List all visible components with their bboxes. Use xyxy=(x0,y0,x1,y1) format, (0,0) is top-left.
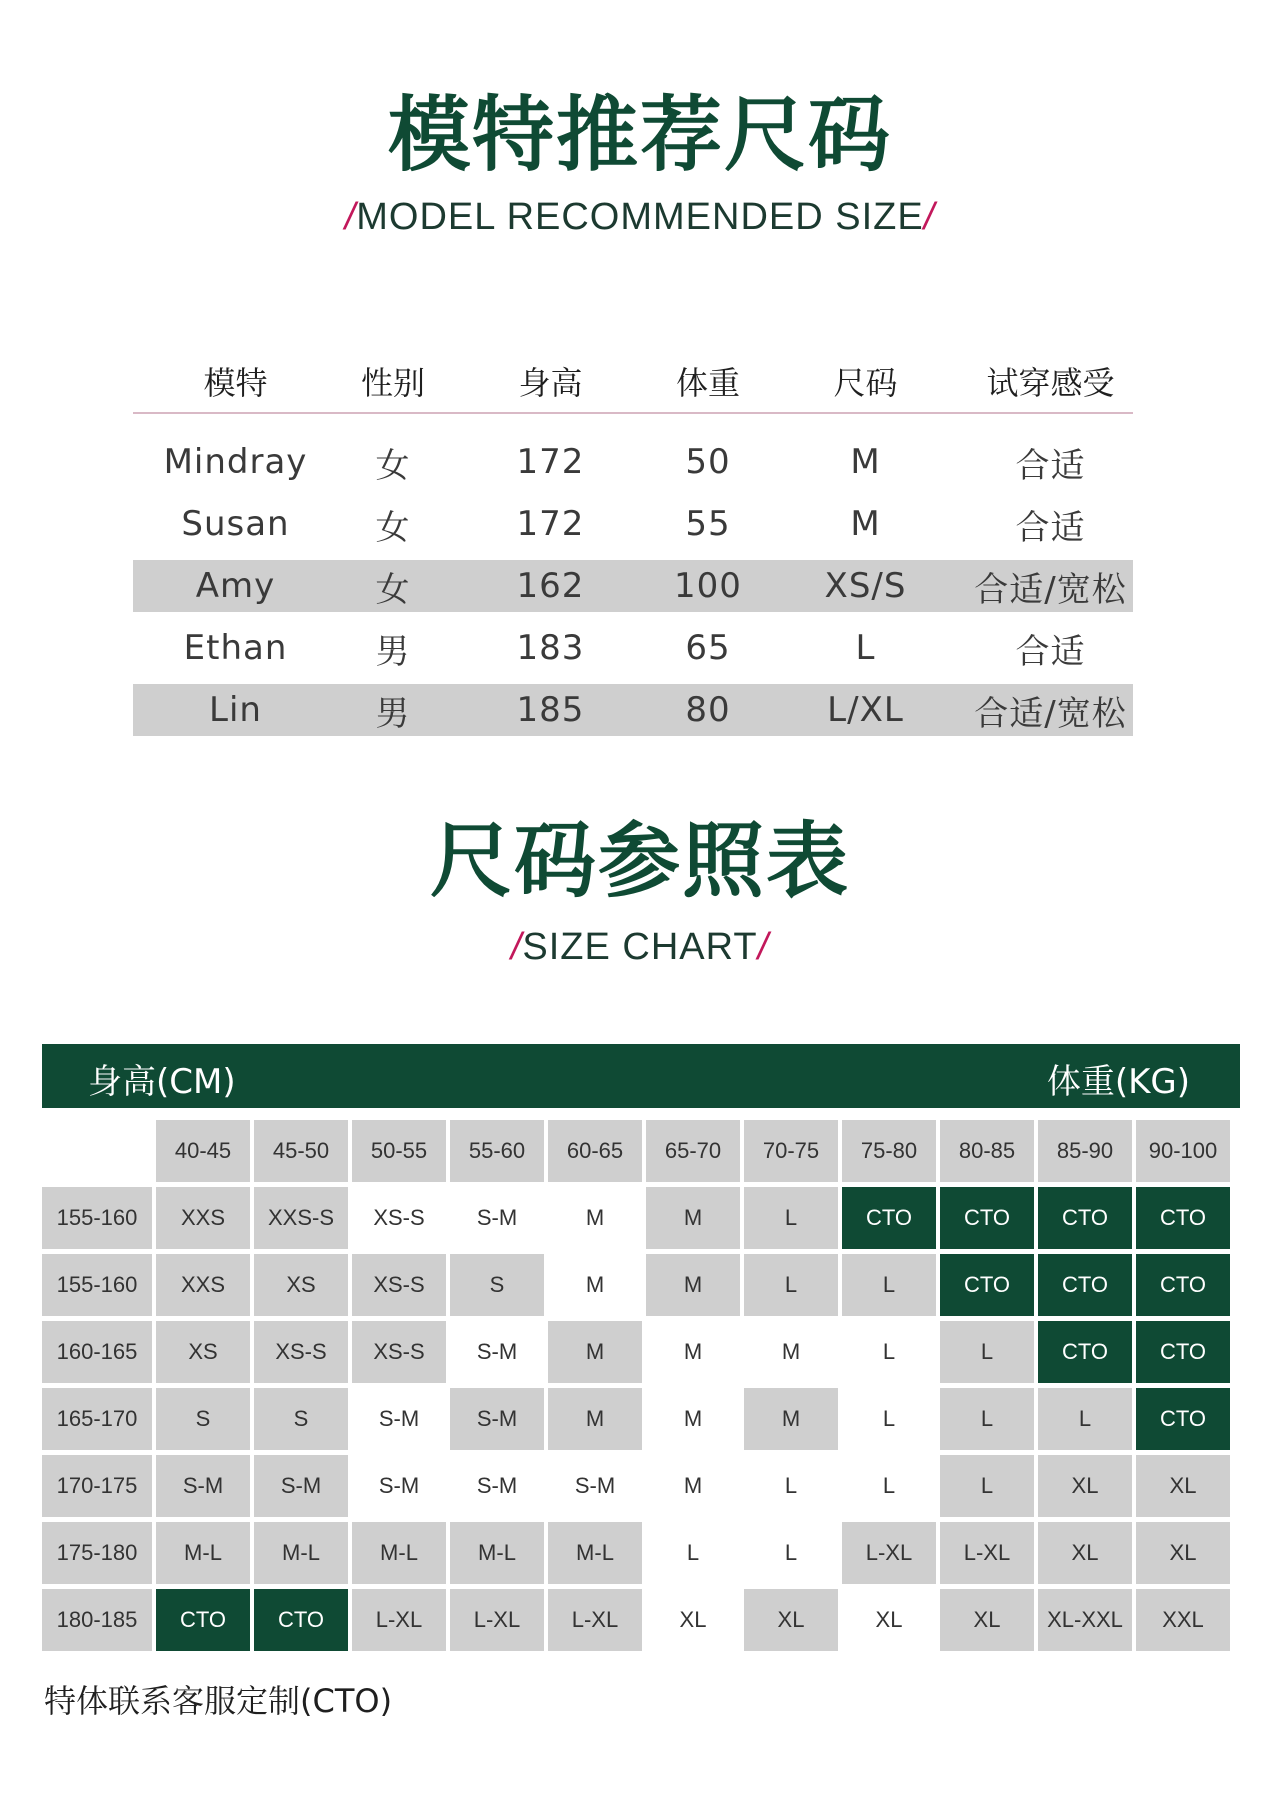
slash-decoration-left: / xyxy=(510,926,523,968)
size-cell: M-L xyxy=(254,1522,348,1584)
model-row xyxy=(133,560,1133,612)
size-cell: M xyxy=(646,1388,740,1450)
size-cell: M-L xyxy=(352,1522,446,1584)
weight-range-header: 60-65 xyxy=(548,1120,642,1182)
header-model: 模特 xyxy=(203,364,268,402)
size-cell: S-M xyxy=(156,1455,250,1517)
size-cell: XXS xyxy=(156,1254,250,1316)
size-cell: L xyxy=(744,1522,838,1584)
model-table-header xyxy=(133,350,1133,414)
size-cell: XS-S xyxy=(254,1321,348,1383)
model-cell: 男 xyxy=(375,693,411,734)
grid-corner xyxy=(42,1120,152,1182)
size-cell: S xyxy=(450,1254,544,1316)
size-cell: M xyxy=(646,1455,740,1517)
weight-range-header: 90-100 xyxy=(1136,1120,1230,1182)
size-cell: M-L xyxy=(156,1522,250,1584)
model-section-subtitle xyxy=(0,192,1280,242)
size-cell: L xyxy=(940,1321,1034,1383)
size-cell: CTO xyxy=(254,1589,348,1651)
model-cell: M xyxy=(850,442,881,482)
size-cell: CTO xyxy=(940,1254,1034,1316)
size-cell: L xyxy=(646,1522,740,1584)
height-range-label: 155-160 xyxy=(42,1254,152,1316)
weight-axis-label: 体重(KG) xyxy=(1046,1062,1190,1102)
weight-range-header: 65-70 xyxy=(646,1120,740,1182)
weight-range-header: 85-90 xyxy=(1038,1120,1132,1182)
size-cell: L xyxy=(1038,1388,1132,1450)
size-cell: S-M xyxy=(352,1388,446,1450)
size-cell: CTO xyxy=(1038,1321,1132,1383)
model-cell: Susan xyxy=(181,504,290,544)
model-cell: Amy xyxy=(195,566,276,606)
size-cell: XXS xyxy=(156,1187,250,1249)
size-cell: M xyxy=(548,1187,642,1249)
size-cell: XS xyxy=(156,1321,250,1383)
model-cell: 55 xyxy=(685,504,731,544)
model-cell: 女 xyxy=(375,507,411,548)
model-cell: 合适/宽松 xyxy=(974,569,1127,610)
model-cell: 172 xyxy=(516,504,585,544)
size-cell: XL-XXL xyxy=(1038,1589,1132,1651)
model-cell: 女 xyxy=(375,569,411,610)
slash-decoration-right: / xyxy=(757,926,770,968)
size-cell: S-M xyxy=(450,1388,544,1450)
weight-range-header: 75-80 xyxy=(842,1120,936,1182)
size-cell: XL xyxy=(940,1589,1034,1651)
model-cell: 185 xyxy=(516,690,585,730)
weight-range-header: 40-45 xyxy=(156,1120,250,1182)
weight-range-header: 50-55 xyxy=(352,1120,446,1182)
size-cell: XXL xyxy=(1136,1589,1230,1651)
model-cell: 合适/宽松 xyxy=(974,693,1127,734)
header-fit: 试穿感受 xyxy=(986,364,1115,402)
model-cell: 女 xyxy=(375,445,411,486)
size-cell: XS-S xyxy=(352,1254,446,1316)
size-cell: L-XL xyxy=(940,1522,1034,1584)
model-cell: M xyxy=(850,504,881,544)
model-cell: 65 xyxy=(685,628,731,668)
size-cell: CTO xyxy=(1136,1321,1230,1383)
height-range-label: 170-175 xyxy=(42,1455,152,1517)
model-row xyxy=(133,498,1133,550)
height-range-label: 165-170 xyxy=(42,1388,152,1450)
size-cell: L-XL xyxy=(450,1589,544,1651)
height-axis-label: 身高(CM) xyxy=(88,1062,236,1102)
size-cell: S-M xyxy=(450,1187,544,1249)
model-cell: 172 xyxy=(516,442,585,482)
slash-decoration-right: / xyxy=(923,196,936,238)
size-cell: XS xyxy=(254,1254,348,1316)
model-cell: XS/S xyxy=(824,566,907,606)
model-row xyxy=(133,436,1133,488)
size-cell: CTO xyxy=(156,1589,250,1651)
header-size: 尺码 xyxy=(833,364,898,402)
size-cell: CTO xyxy=(1136,1254,1230,1316)
model-row xyxy=(133,684,1133,736)
size-cell: CTO xyxy=(1136,1388,1230,1450)
model-rows xyxy=(133,436,1133,736)
model-cell: L xyxy=(855,628,876,668)
size-cell: L-XL xyxy=(548,1589,642,1651)
size-cell: XS-S xyxy=(352,1321,446,1383)
model-cell: 183 xyxy=(516,628,585,668)
slash-decoration-left: / xyxy=(344,196,357,238)
size-cell: M xyxy=(548,1254,642,1316)
size-cell: XS-S xyxy=(352,1187,446,1249)
model-cell: 合适 xyxy=(1015,507,1086,548)
size-cell: XL xyxy=(1038,1455,1132,1517)
size-cell: M xyxy=(646,1254,740,1316)
weight-range-header: 55-60 xyxy=(450,1120,544,1182)
weight-range-header: 45-50 xyxy=(254,1120,348,1182)
model-cell: 合适 xyxy=(1015,631,1086,672)
size-cell: M xyxy=(646,1321,740,1383)
size-cell: XL xyxy=(1136,1455,1230,1517)
height-range-label: 175-180 xyxy=(42,1522,152,1584)
size-cell: S xyxy=(254,1388,348,1450)
model-section-title: 模特推荐尺码 xyxy=(387,88,892,183)
model-cell: 100 xyxy=(674,566,742,606)
model-cell: Lin xyxy=(209,690,262,730)
model-cell: L/XL xyxy=(827,690,904,730)
size-cell: M xyxy=(646,1187,740,1249)
size-cell: L-XL xyxy=(842,1522,936,1584)
weight-range-header: 70-75 xyxy=(744,1120,838,1182)
model-cell: 50 xyxy=(685,442,731,482)
model-cell: 合适 xyxy=(1015,445,1086,486)
model-cell: Mindray xyxy=(163,442,308,482)
size-cell: XL xyxy=(842,1589,936,1651)
size-cell: L xyxy=(744,1254,838,1316)
height-range-label: 155-160 xyxy=(42,1187,152,1249)
size-cell: L xyxy=(842,1455,936,1517)
size-cell: M xyxy=(744,1321,838,1383)
chart-section-title: 尺码参照表 xyxy=(429,814,850,909)
model-subtitle-text: MODEL RECOMMENDED SIZE xyxy=(356,196,924,238)
size-cell: CTO xyxy=(1038,1187,1132,1249)
model-row xyxy=(133,622,1133,674)
size-cell: XL xyxy=(1038,1522,1132,1584)
model-cell: 162 xyxy=(516,566,585,606)
size-cell: L xyxy=(940,1455,1034,1517)
size-cell: CTO xyxy=(1136,1187,1230,1249)
size-cell: L xyxy=(842,1388,936,1450)
model-cell: Ethan xyxy=(183,628,288,668)
size-cell: M-L xyxy=(450,1522,544,1584)
size-cell: M-L xyxy=(548,1522,642,1584)
size-chart-grid xyxy=(42,1120,1230,1651)
size-cell: CTO xyxy=(940,1187,1034,1249)
size-cell: XL xyxy=(1136,1522,1230,1584)
size-cell: M xyxy=(548,1388,642,1450)
weight-range-header: 80-85 xyxy=(940,1120,1034,1182)
model-cell: 男 xyxy=(375,631,411,672)
height-range-label: 160-165 xyxy=(42,1321,152,1383)
size-cell: S xyxy=(156,1388,250,1450)
size-cell: S-M xyxy=(352,1455,446,1517)
size-cell: S-M xyxy=(548,1455,642,1517)
size-cell: S-M xyxy=(450,1321,544,1383)
chart-subtitle-text: SIZE CHART xyxy=(522,926,758,968)
size-cell: S-M xyxy=(450,1455,544,1517)
size-cell: S-M xyxy=(254,1455,348,1517)
header-height: 身高 xyxy=(518,364,583,402)
model-table xyxy=(133,350,1133,736)
size-cell: L xyxy=(940,1388,1034,1450)
size-cell: L xyxy=(744,1187,838,1249)
size-cell: XL xyxy=(646,1589,740,1651)
size-cell: CTO xyxy=(842,1187,936,1249)
size-cell: L xyxy=(744,1455,838,1517)
size-cell: L xyxy=(842,1254,936,1316)
size-cell: XXS-S xyxy=(254,1187,348,1249)
chart-section-subtitle xyxy=(0,922,1280,972)
header-gender: 性别 xyxy=(360,364,425,402)
size-cell: L-XL xyxy=(352,1589,446,1651)
size-cell: CTO xyxy=(1038,1254,1132,1316)
size-cell: XL xyxy=(744,1589,838,1651)
size-cell: M xyxy=(548,1321,642,1383)
size-cell: M xyxy=(744,1388,838,1450)
header-weight: 体重 xyxy=(675,364,740,402)
size-chart-header-bar xyxy=(42,1044,1240,1108)
size-cell: L xyxy=(842,1321,936,1383)
cto-footnote: 特体联系客服定制(CTO) xyxy=(44,1682,393,1720)
height-range-label: 180-185 xyxy=(42,1589,152,1651)
model-cell: 80 xyxy=(685,690,731,730)
